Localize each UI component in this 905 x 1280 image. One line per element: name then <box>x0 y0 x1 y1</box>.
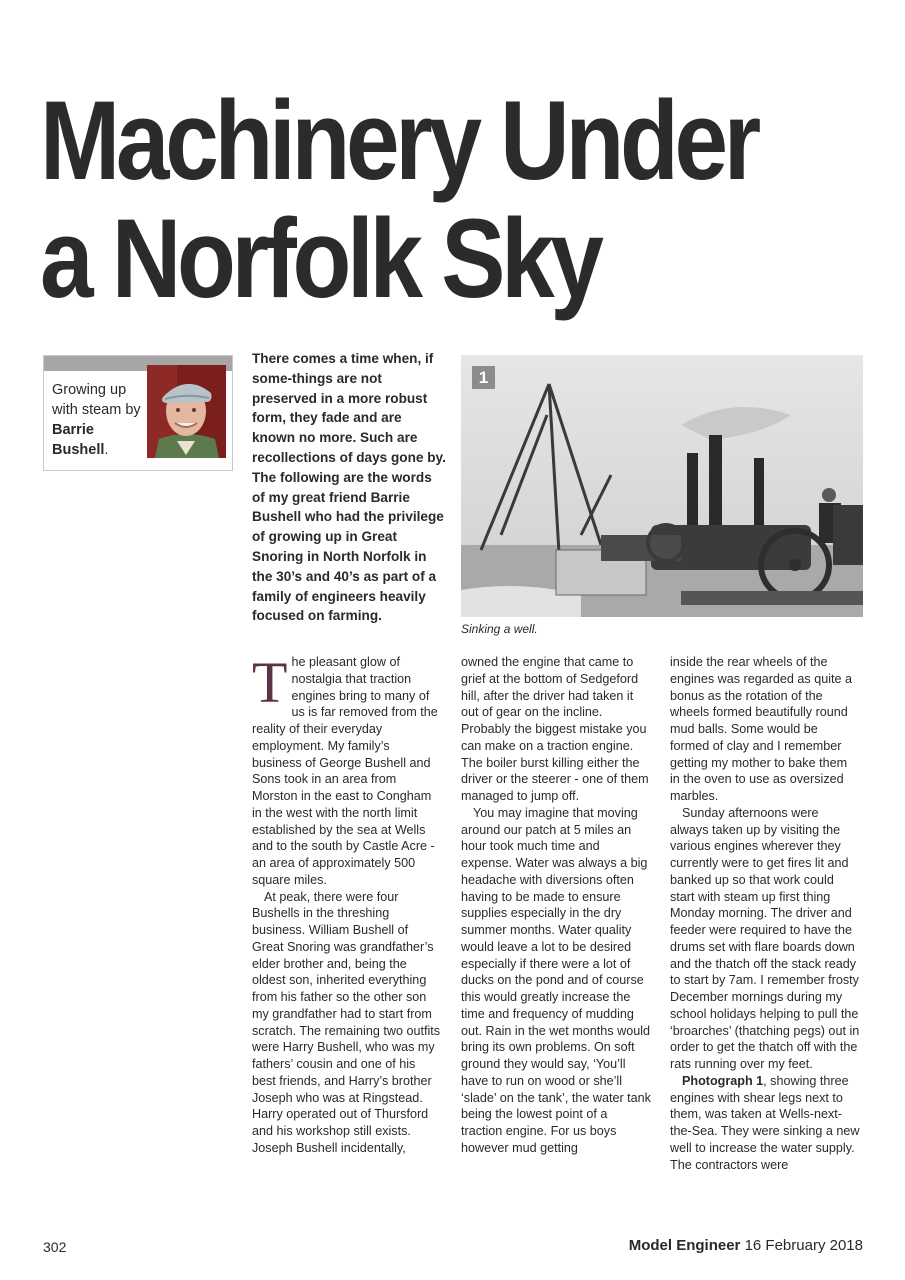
body-paragraph: You may imagine that moving around our patch at 5 miles an hour took much time and expense. Water was always a big headache with diversions often having to be made to ensure supplies especially in the dry summer months. Water quality would leave a lot to be desired especially if there were a lot of ducks on the pond and of course this would greatly increase the time and frequency of mudding out. Rain in the wet months would bring its own problems. On soft ground they would say, ‘You’ll have to run on wood or she’ll ‘slade’ on the tank’, the water tank being the lowest point of a traction engine. For us boys however mud getting <box>461 805 651 1155</box>
byline <box>52 380 142 460</box>
body-paragraph: Sunday afternoons were always taken up by visiting the various engines wherever they currently were to get fires lit and banked up so that work could start with steam up first thing Monday morning. The driver and feeder were required to have the drums set with flare boards down and the thatch off the stack ready to start by 7am. I remember frosty December mornings during my school holidays helping to pull the ‘broarches’ (thatching pegs) out in order to get the thatch off with the rats running over my feet. <box>670 805 860 1071</box>
portrait-image <box>147 365 226 458</box>
body-column-2 <box>461 654 651 1157</box>
body-column-3 <box>670 654 860 1173</box>
photo-number-badge: 1 <box>472 366 495 389</box>
byline-prefix: Growing up with steam by <box>52 382 141 418</box>
historic-photo <box>461 355 863 617</box>
page-number: 302 <box>43 1239 67 1255</box>
body-paragraph: he pleasant glow of nostalgia that traction engines bring to many of us is far removed from the reality of their everyday employment. My family’s business of George Bushell and Sons took in an area from Morston in the east to Congham in the west with the north limit established by the sea at Wells and to the south by Castle Acre - an area of approximately 500 square miles. <box>252 655 438 887</box>
magazine-name: Model Engineer <box>628 1237 741 1254</box>
author-portrait <box>147 365 226 458</box>
byline-box <box>43 355 233 471</box>
byline-suffix: . <box>104 442 109 458</box>
photo-caption: Sinking a well. <box>461 622 538 636</box>
article-title <box>40 78 880 321</box>
body-column-1 <box>252 650 442 1157</box>
body-paragraph: owned the engine that came to grief at the bottom of Sedgeford hill, after the driver had taken it out of gear on the incline. Probably the biggest mistake you can make on a traction engine. The boiler burst killing either the driver or the steerer - one of them managed to jump off. <box>461 655 649 803</box>
issue-date: 16 February 2018 <box>744 1237 863 1254</box>
body-paragraph <box>670 1073 860 1174</box>
title-line-1: Machinery Under <box>40 78 757 203</box>
magazine-footer <box>629 1237 863 1254</box>
body-paragraph: At peak, there were four Bushells in the threshing business. William Bushell of Great Snoring was grandfather’s elder brother and, being the oldest son, inherited everything from his father so the other son my grandfather had to start from scratch. The remaining two outfits were Harry Bushell, who was my fathers’ cousin and one of his best friends, and Harry’s brother Joseph who was at Ringstead. Harry operated out of Thursford and his workshop still exists. Joseph Bushell incidentally, <box>252 889 441 1155</box>
intro-paragraph: There comes a time when, if some-things are not preserved in a more robust form, they fade and are known no more. Such are recollections of days gone by. The following are the words of my great friend Barrie Bushell who had the privilege of growing up in Great Snoring in North Norfolk in the 30’s and 40’s as part of a family of engineers heavily focused on farming. <box>252 351 446 624</box>
drop-cap: T <box>252 650 288 715</box>
byline-author: Barrie Bushell <box>52 422 105 458</box>
title-line-2: a Norfolk Sky <box>40 196 600 321</box>
photo-reference: Photograph 1 <box>682 1073 764 1088</box>
photo-sinking-well <box>461 355 863 617</box>
body-text: , showing three engines with shear legs next to them, was taken at Wells-next-the-Sea. They were sinking a new well to increase the water supply. The contractors were <box>670 1073 860 1172</box>
body-paragraph: inside the rear wheels of the engines was regarded as quite a bonus as the rotation of the wheels formed beautifully round mud balls. Some would be formed of clay and I remember getting my mother to bake them in the oven to use as oversized marbles. <box>670 655 853 803</box>
